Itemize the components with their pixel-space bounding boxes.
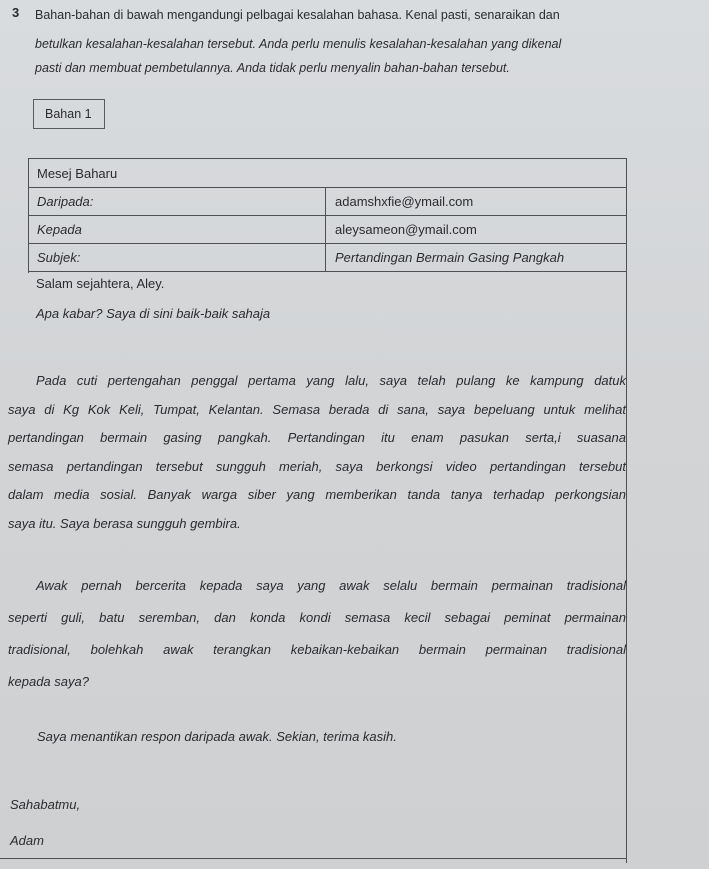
paragraph-1-line: Pada cuti pertengahan penggal pertama yang lalu, saya telah pulang ke kampung datuk <box>36 373 626 388</box>
paragraph-1-line: saya itu. Saya berasa sungguh gembira. <box>8 515 241 531</box>
paragraph-2 <box>8 570 626 698</box>
paragraph-2-line: tradisional, bolehkah awak terangkan kebaikan-kebaikan bermain permainan tradisional <box>8 642 626 657</box>
paragraph-1-line: pertandingan bermain gasing pangkah. Pertandingan itu enam pasukan serta,i suasana <box>8 430 626 445</box>
sheet-border-bottom <box>0 858 627 859</box>
paragraph-2-line: seperti guli, batu seremban, dan konda kondi semasa kecil sebagai peminat permainan <box>8 610 626 625</box>
paragraph-1-line: semasa pertandingan tersebut sungguh meriah, saya berkongsi video pertandingan tersebut <box>8 458 626 474</box>
subject-label: Subjek: <box>29 244 326 272</box>
instruction-line-1: Bahan-bahan di bawah mengandungi pelbagai kesalahan bahasa. Kenal pasti, senaraikan dan <box>35 8 560 22</box>
to-label: Kepada <box>29 216 326 244</box>
passage-label: Bahan 1 <box>33 99 105 129</box>
paragraph-1 <box>8 367 626 538</box>
email-signoff: Sahabatmu, <box>10 797 81 812</box>
email-title: Mesej Baharu <box>29 159 627 188</box>
from-label: Daripada: <box>29 188 326 216</box>
paragraph-2-line: kepada saya? <box>8 674 89 689</box>
to-value: aleysameon@ymail.com <box>326 216 627 244</box>
paragraph-2-line: Awak pernah bercerita kepada saya yang awak selalu bermain permainan tradisional <box>36 578 626 593</box>
paragraph-1-line: saya di Kg Kok Keli, Tumpat, Kelantan. Semasa berada di sana, saya bepeluang untuk melihat <box>8 401 626 417</box>
email-greeting: Salam sejahtera, Aley. <box>36 276 165 291</box>
email-signature: Adam <box>10 833 44 848</box>
instruction-line-2: betulkan kesalahan-kesalahan tersebut. Anda perlu menulis kesalahan-kesalahan yang dikenal <box>35 37 562 51</box>
question-number: 3 <box>12 5 20 20</box>
subject-value: Pertandingan Bermain Gasing Pangkah <box>326 244 627 272</box>
email-header-table <box>28 158 627 272</box>
from-value: adamshxfie@ymail.com <box>326 188 627 216</box>
email-opener: Apa kabar? Saya di sini baik-baik sahaja <box>36 306 271 321</box>
instruction-line-3: pasti dan membuat pembetulannya. Anda tidak perlu menyalin bahan-bahan tersebut. <box>35 61 510 75</box>
email-closing: Saya menantikan respon daripada awak. Sekian, terima kasih. <box>37 729 397 744</box>
paragraph-1-line: dalam media sosial. Banyak warga siber yang memberikan tanda tanya terhadap perkongsian <box>8 487 626 502</box>
